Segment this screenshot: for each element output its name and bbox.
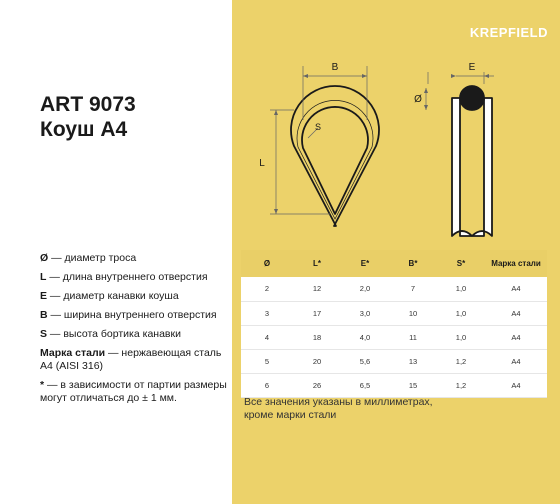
label-diameter: Ø	[414, 94, 422, 105]
table-row	[241, 301, 547, 325]
table-cell: А4	[485, 325, 547, 349]
table-cell: 13	[389, 349, 437, 373]
header-groove: E*	[360, 259, 370, 268]
label-l: L	[259, 158, 265, 169]
table-cell: 4	[241, 325, 293, 349]
legend-item-steel: Марка стали — нержавеющая сталь А4 (AISI 316)	[40, 347, 222, 372]
header-steel: Марка стали	[491, 259, 541, 268]
table-cell: 2	[241, 277, 293, 301]
table-cell: 15	[389, 373, 437, 397]
table-row	[241, 373, 547, 397]
legend-item-groove: E — диаметр канавки коуша	[40, 290, 179, 302]
article-number: ART 9073	[40, 93, 136, 116]
table-cell: 10	[389, 301, 437, 325]
legend-item-height: S — высота бортика канавки	[40, 328, 181, 340]
units-note-line1: Все значения указаны в миллиметрах,	[244, 396, 433, 408]
header-diameter: Ø	[263, 259, 271, 268]
table-cell: 1,2	[437, 373, 485, 397]
units-note	[244, 396, 433, 422]
table-cell: 1,0	[437, 277, 485, 301]
table-cell: 20	[293, 349, 341, 373]
table-cell: А4	[485, 301, 547, 325]
side-view	[452, 86, 492, 236]
label-e: E	[468, 62, 476, 73]
header-length: L*	[313, 259, 321, 268]
table-cell: 5	[241, 349, 293, 373]
table-cell: А4	[485, 349, 547, 373]
table-cell: А4	[485, 373, 547, 397]
label-b: B	[331, 62, 339, 73]
table-cell: 11	[389, 325, 437, 349]
rope-cross-section	[460, 86, 484, 110]
table-row	[241, 349, 547, 373]
brand-logo: KREPFIELD	[469, 25, 548, 40]
product-title	[40, 92, 136, 142]
table-row	[241, 277, 547, 301]
table-cell: 7	[389, 277, 437, 301]
table-cell: 26	[293, 373, 341, 397]
thimble-drawing	[232, 0, 560, 250]
table-row	[241, 325, 547, 349]
table-cell: 18	[293, 325, 341, 349]
table-header-row	[241, 250, 547, 277]
table-cell: 1,0	[437, 325, 485, 349]
legend-item-length: L — длина внутреннего отверстия	[40, 271, 208, 283]
dimension-legend	[40, 252, 232, 411]
label-s: S	[314, 122, 322, 132]
side-profile	[452, 98, 492, 236]
product-name: Коуш А4	[40, 118, 128, 141]
table-cell: 2,0	[341, 277, 389, 301]
table-cell: 4,0	[341, 325, 389, 349]
legend-item-note: * — в зависимости от партии размеры могут отличаться до ± 1 мм.	[40, 379, 227, 404]
header-height: S*	[456, 259, 466, 268]
legend-item-diameter: Ø — диаметр троса	[40, 252, 137, 264]
table-cell: А4	[485, 277, 547, 301]
units-note-line2: кроме марки стали	[244, 409, 337, 421]
table-cell: 3,0	[341, 301, 389, 325]
table-cell: 6,5	[341, 373, 389, 397]
dimensions-table	[241, 250, 547, 398]
table-cell: 1,2	[437, 349, 485, 373]
front-view	[291, 86, 379, 226]
table-cell: 17	[293, 301, 341, 325]
thimble-inner-outline	[302, 107, 368, 214]
table-cell: 6	[241, 373, 293, 397]
table-cell: 3	[241, 301, 293, 325]
legend-item-width: B — ширина внутреннего отверстия	[40, 309, 217, 321]
table-cell: 5,6	[341, 349, 389, 373]
table-cell: 12	[293, 277, 341, 301]
table-cell: 1,0	[437, 301, 485, 325]
header-width: B*	[408, 259, 418, 268]
